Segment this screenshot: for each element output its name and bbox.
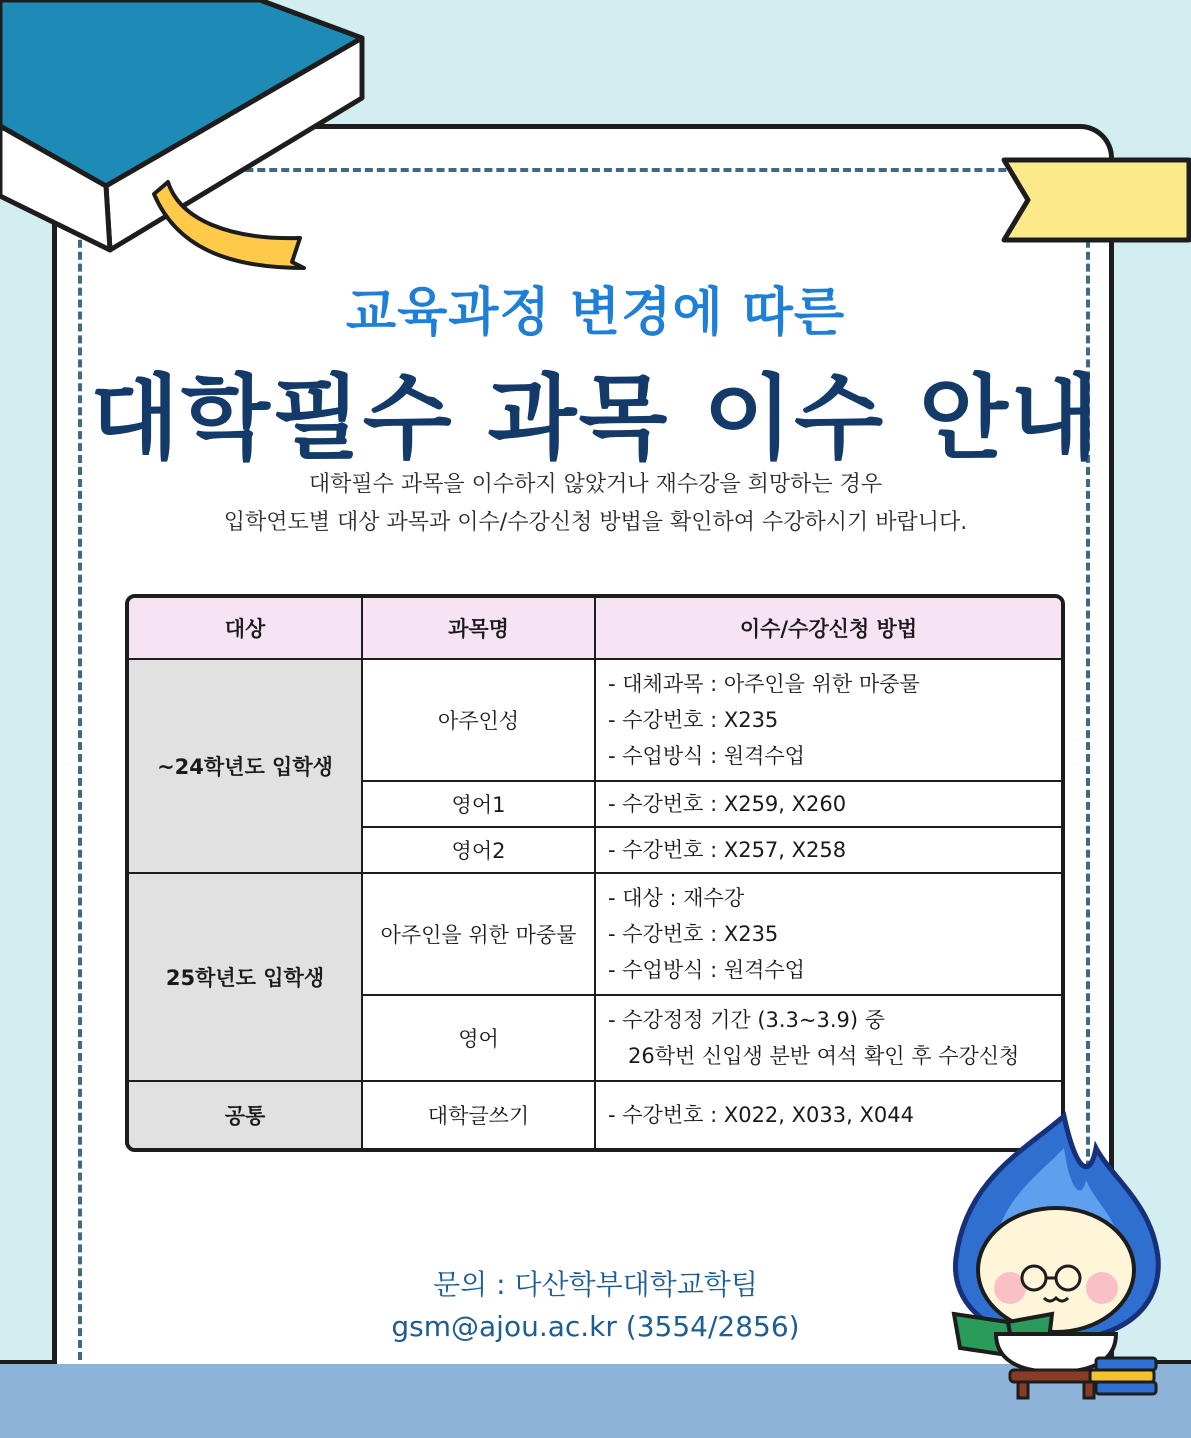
table-row: [129, 1081, 1061, 1148]
header-course: 과목명: [362, 598, 595, 659]
method-line: - 수강정정 기간 (3.3~3.9) 중: [608, 1008, 886, 1032]
header-target: 대상: [129, 598, 362, 659]
method-cell: [595, 873, 1061, 995]
target-cell: 25학년도 입학생: [129, 873, 362, 1081]
subtitle: 교육과정 변경에 따른: [345, 283, 846, 343]
intro-line-1: 대학필수 과목을 이수하지 않았거나 재수강을 희망하는 경우: [308, 472, 883, 497]
method-line: - 수강번호 : X235: [608, 922, 779, 946]
method-line: 26학번 신입생 분반 여석 확인 후 수강신청: [628, 1044, 1020, 1068]
course-cell: 영어2: [362, 827, 595, 873]
method-line: - 대상 : 재수강: [608, 886, 745, 910]
method-cell: [595, 781, 1061, 827]
method-line: - 수강번호 : X257, X258: [608, 838, 847, 862]
table-header-row: [129, 598, 1061, 659]
course-cell: 영어: [362, 995, 595, 1081]
header-method: 이수/수강신청 방법: [595, 598, 1061, 659]
target-cell: 공통: [129, 1081, 362, 1148]
method-cell: [595, 827, 1061, 873]
contact-email: gsm@ajou.ac.kr (3554/2856): [391, 1310, 800, 1343]
table-row: [129, 659, 1061, 781]
method-line: - 수강번호 : X022, X033, X044: [608, 1103, 914, 1127]
contact-team: 문의 : 다산학부대학교학팀: [433, 1268, 758, 1301]
method-line: - 대체과목 : 아주인을 위한 마중물: [608, 672, 920, 696]
course-cell: 영어1: [362, 781, 595, 827]
target-cell: ~24학년도 입학생: [129, 659, 362, 873]
ribbon-flag-icon: [998, 156, 1191, 246]
book-illustration: [0, 0, 380, 280]
course-cell: 대학글쓰기: [362, 1081, 595, 1148]
method-line: - 수업방식 : 원격수업: [608, 958, 805, 982]
intro-text: [0, 466, 1191, 542]
method-line: - 수강번호 : X259, X260: [608, 792, 847, 816]
course-table: [125, 594, 1065, 1152]
table-row: [129, 873, 1061, 995]
method-cell: [595, 659, 1061, 781]
course-cell: 아주인을 위한 마중물: [362, 873, 595, 995]
course-cell: 아주인성: [362, 659, 595, 781]
mascot-icon: [936, 1108, 1176, 1408]
page-title: 대학필수 과목 이수 안내: [90, 365, 1101, 472]
method-cell: [595, 995, 1061, 1081]
method-line: - 수업방식 : 원격수업: [608, 744, 805, 768]
method-line: - 수강번호 : X235: [608, 708, 779, 732]
intro-line-2: 입학연도별 대상 과목과 이수/수강신청 방법을 확인하여 수강하시기 바랍니다.: [223, 510, 968, 535]
